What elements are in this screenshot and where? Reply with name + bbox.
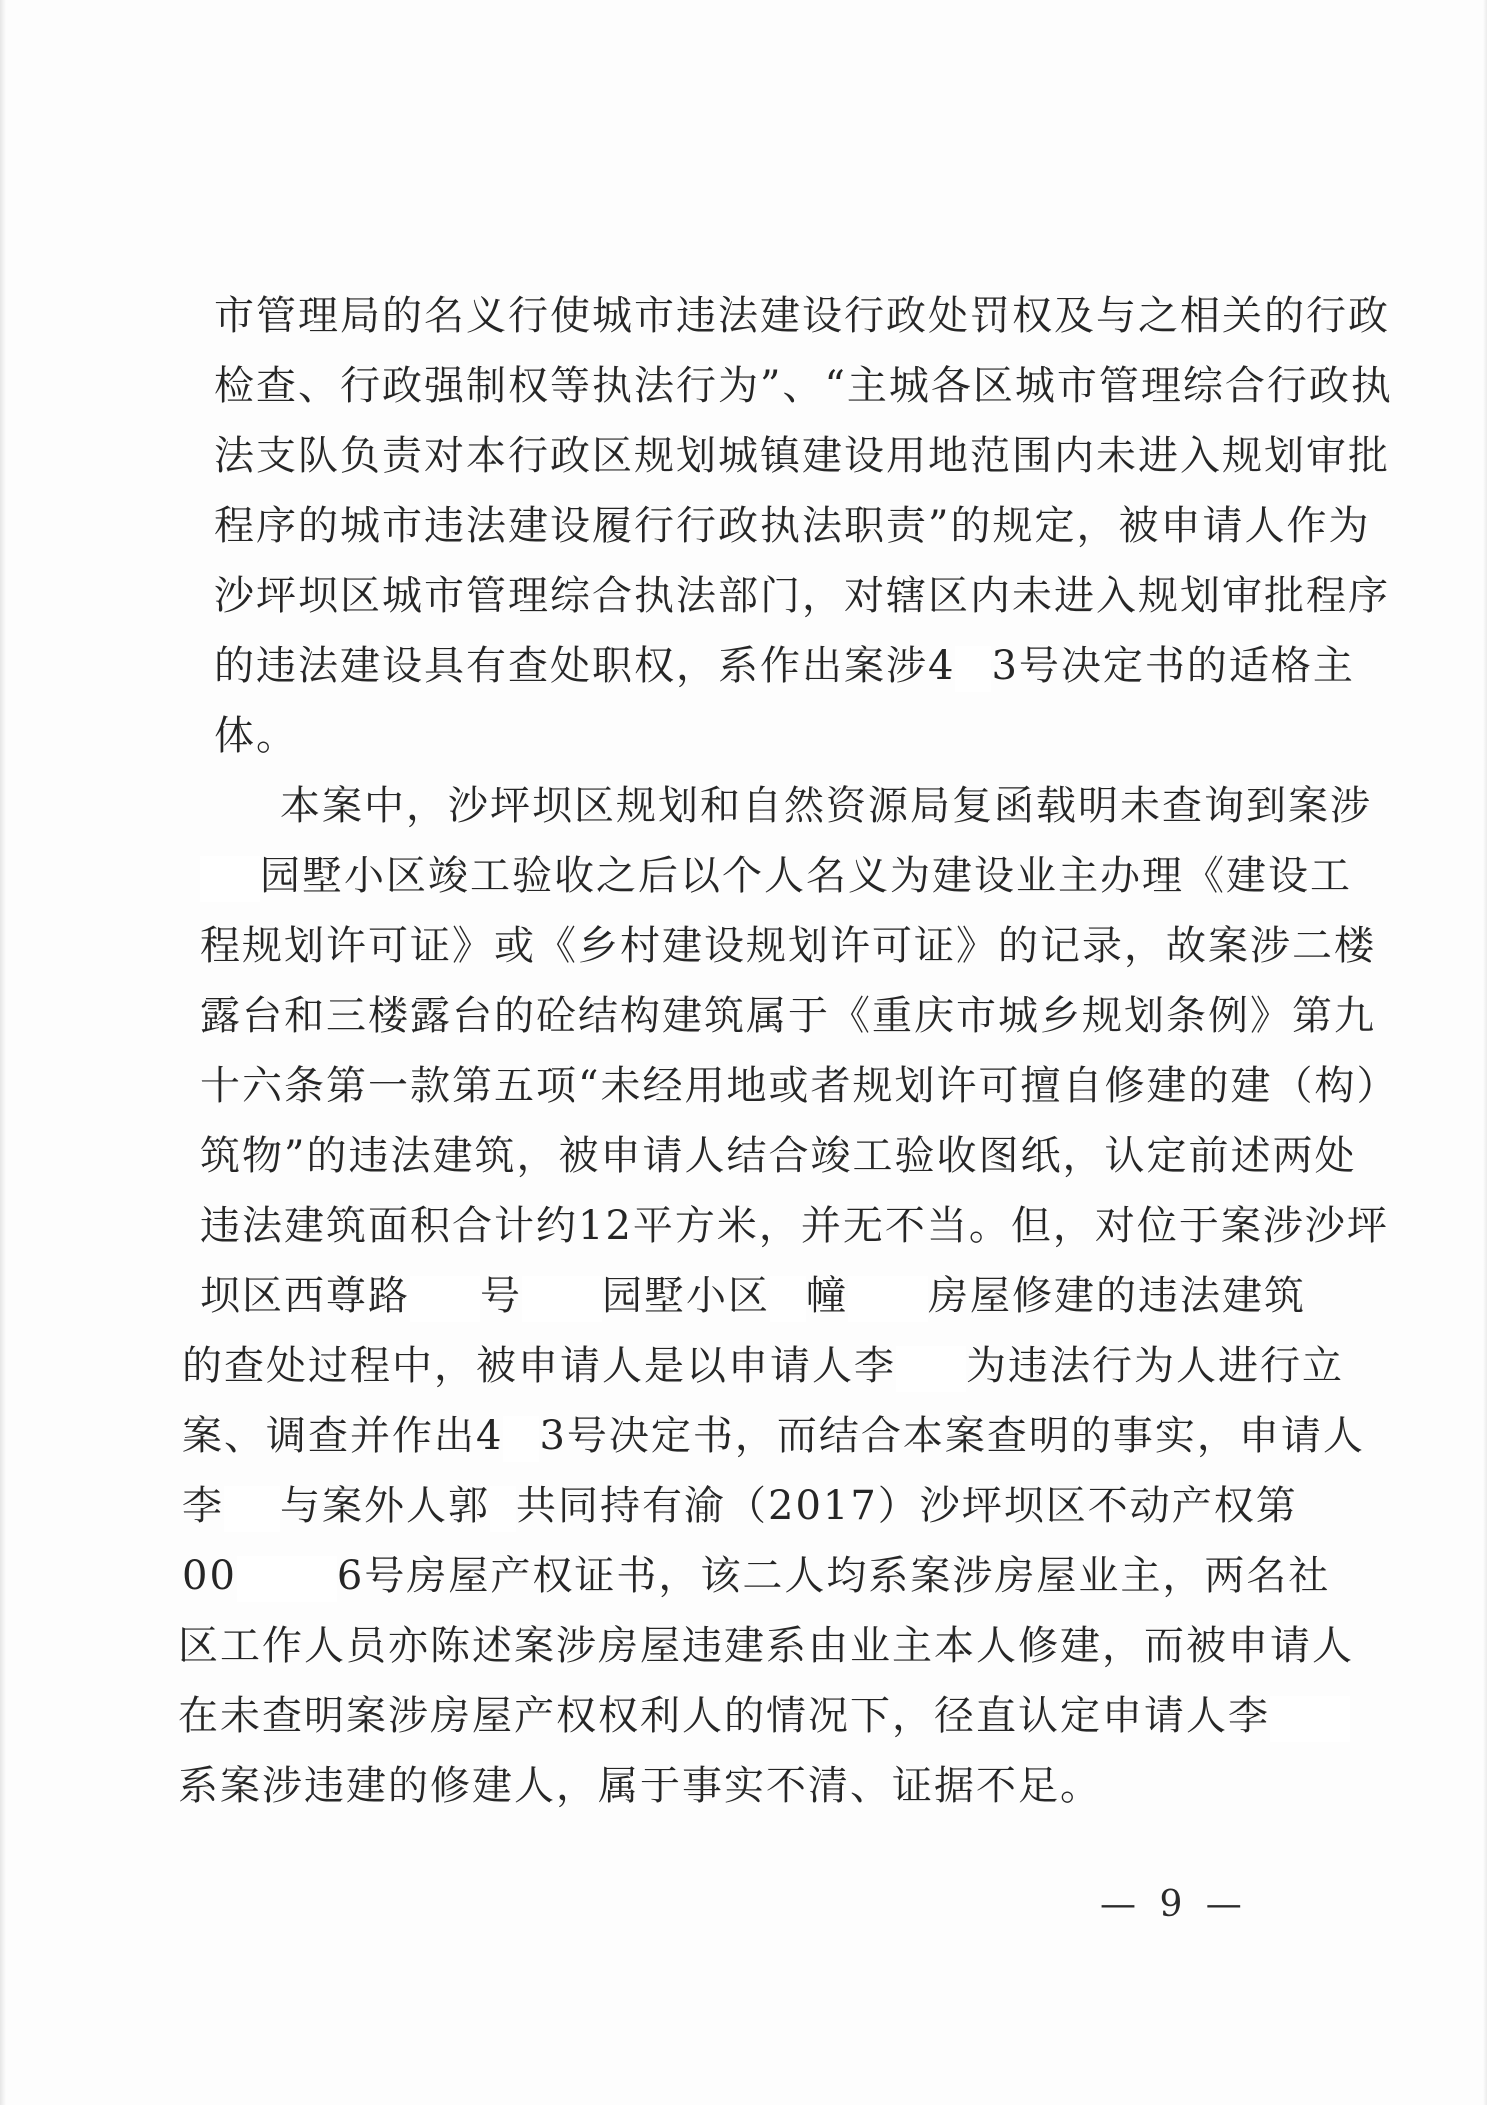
- redaction: [224, 1486, 280, 1532]
- body-line-16: 的查处过程中，被申请人是以申请人李 为违法行为人进行立: [182, 1336, 1308, 1396]
- body-line-21: 在未查明案涉房屋产权权利人的情况下，径直认定申请人李: [178, 1686, 1308, 1746]
- redaction: [955, 646, 991, 692]
- scan-edge-left: [0, 0, 6, 2105]
- redaction: [896, 1346, 966, 1392]
- body-line-3: 法支队负责对本行政区规划城镇建设用地范围内未进入规划审批: [214, 433, 1390, 479]
- redaction: [848, 1276, 928, 1322]
- body-line-15: 坝区西尊路 号 园墅小区 幢 房屋修建的违法建筑: [200, 1266, 1310, 1326]
- redaction: [410, 1276, 480, 1322]
- body-line-4: 程序的城市违法建设履行行政执法职责”的规定，被申请人作为: [214, 503, 1371, 549]
- redaction: [490, 1486, 516, 1532]
- body-line-14: 违法建筑面积合计约12平方米，并无不当。但，对位于案涉沙坪: [200, 1203, 1389, 1249]
- redaction: [503, 1416, 539, 1462]
- body-line-9: 园墅小区竣工验收之后以个人名义为建设业主办理《建设工: [200, 846, 1310, 906]
- body-line-2: 检查、行政强制权等执法行为”、“主城各区城市管理综合行政执: [214, 363, 1393, 409]
- redaction: [237, 1556, 337, 1602]
- redaction: [522, 1276, 602, 1322]
- body-line-5: 沙坪坝区城市管理综合执法部门，对辖区内未进入规划审批程序: [214, 573, 1390, 619]
- body-line-17: 案、调查并作出4 3号决定书，而结合本案查明的事实，申请人: [182, 1406, 1308, 1466]
- body-line-1: 市管理局的名义行使城市违法建设行政处罚权及与之相关的行政: [214, 293, 1390, 339]
- body-line-10: 程规划许可证》或《乡村建设规划许可证》的记录，故案涉二楼: [200, 923, 1376, 969]
- body-line-7: 体。: [214, 713, 298, 759]
- redaction: [1270, 1696, 1350, 1742]
- body-line-20: 区工作人员亦陈述案涉房屋违建系由业主本人修建，而被申请人: [178, 1623, 1354, 1669]
- body-line-22: 系案涉违建的修建人，属于事实不清、证据不足。: [178, 1763, 1102, 1809]
- body-line-19: 00 6号房屋产权证书，该二人均系案涉房屋业主，两名社: [182, 1546, 1308, 1606]
- body-line-11: 露台和三楼露台的砼结构建筑属于《重庆市城乡规划条例》第九: [200, 993, 1376, 1039]
- body-line-13: 筑物”的违法建筑，被申请人结合竣工验收图纸，认定前述两处: [200, 1133, 1357, 1179]
- page-number: — 9 —: [1100, 1884, 1248, 1925]
- redaction: [200, 856, 260, 902]
- redaction: [770, 1276, 806, 1322]
- body-line-8: 本案中，沙坪坝区规划和自然资源局复函载明未查询到案涉: [280, 783, 1372, 829]
- body-line-6: 的违法建设具有查处职权，系作出案涉4 3号决定书的适格主: [214, 636, 1322, 696]
- body-line-12: 十六条第一款第五项“未经用地或者规划许可擅自修建的建（构）: [200, 1063, 1399, 1109]
- body-line-18: 李 与案外人郭 共同持有渝（2017）沙坪坝区不动产权第: [182, 1476, 1308, 1536]
- scan-edge-right: [1483, 0, 1487, 2105]
